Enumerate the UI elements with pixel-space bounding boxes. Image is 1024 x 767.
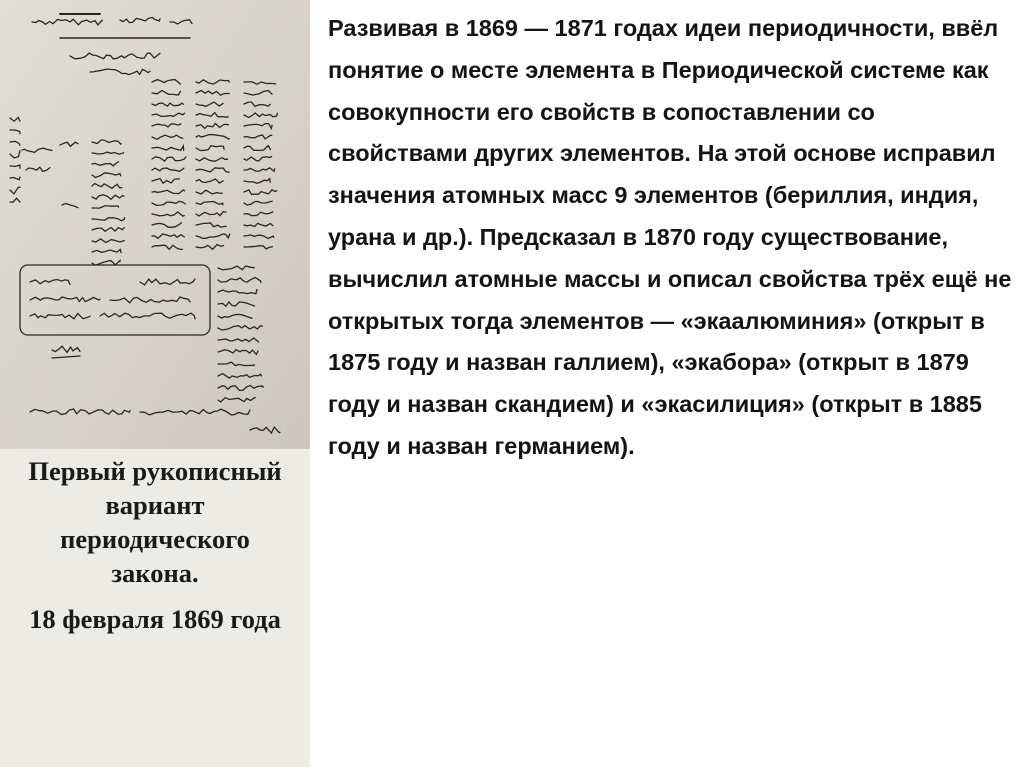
caption-title: Первый рукописный вариант периодического закона.: [28, 456, 282, 588]
image-caption: [10, 454, 300, 636]
body-paragraph: Развивая в 1869 — 1871 годах идеи периодичности, ввёл понятие о месте элемента в Периодической системе как совокупности его свойств в сопоставлении со свойствами других элементов. На этой основе исправил значения атомных масс 9 элементов (бериллия, индия, урана и др.). Предсказал в 1870 году существование, вычислил атомные массы и описал свойства трёх ещё не открытых тогда элементов — «экаалюминия» (открыт в 1875 году и назван галлием), «экабора» (открыт в 1879 году и назван скандием) и «экасилиция» (открыт в 1885 году и назван германием).: [328, 15, 1012, 459]
manuscript-drawing: [0, 0, 310, 449]
caption-date: 18 февраля 1869 года: [29, 604, 281, 634]
left-panel: [0, 0, 310, 767]
manuscript-image: [0, 0, 310, 449]
